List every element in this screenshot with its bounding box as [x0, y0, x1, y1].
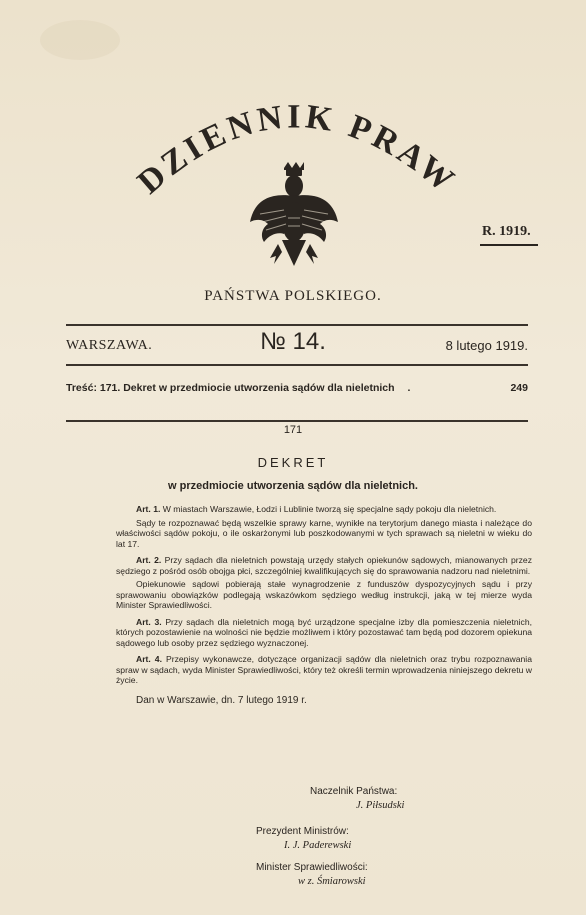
paper-stain: [40, 20, 120, 60]
state-label: PAŃSTWA POLSKIEGO.: [204, 288, 382, 304]
article-text: Przy sądach dla nieletnich mogą być urządzone specjalne izby dla pomieszczenia nieletnich, których pozostawienie na wolności nie będzie możliwem i który pozostawać tam będą pod dozorem opiekuna sądowego lub osoby przez sędziego wyznaczonej.: [116, 616, 533, 648]
signature-role-1: Naczelnik Państwa:: [310, 786, 398, 797]
article-heading: Art. 4.: [136, 654, 162, 664]
city-label: WARSZAWA.: [66, 338, 153, 353]
article-4: [116, 654, 532, 686]
signature-name-1: J. Piłsudski: [356, 800, 405, 811]
toc-divider: [66, 420, 528, 422]
toc-page: 249: [510, 382, 528, 394]
decree-body: [116, 504, 532, 709]
article-text: Przepisy wykonawcze, dotyczące organizacji sądów dla nieletnich oraz trybu rozpoznawania spraw w sądach, wyda Minister Sprawiedliwości, który też określi termin wprowadzenia niniejszego dekretu w życie.: [116, 654, 532, 685]
decree-title: DEKRET: [257, 455, 329, 470]
middle-divider: [66, 364, 528, 366]
top-divider: [66, 324, 528, 326]
year-underline: [480, 244, 538, 246]
article-1: [116, 504, 532, 515]
year-label: R. 1919.: [482, 224, 531, 239]
article-2-paragraph-2: Opiekunowie sądowi pobierają stałe wynagrodzenie z funduszów dyspozycyjnych sądu i przy sprawowaniu obowiązków podlegają wskazówkom sędziego według instrukcji, jaką w tej mierze wyda Minister Sprawiedliwości.: [116, 579, 532, 610]
signature-role-2: Prezydent Ministrów:: [256, 826, 349, 837]
issue-date: 8 lutego 1919.: [445, 338, 528, 353]
masthead-title: DZIENNIK PRAW: [130, 98, 464, 202]
article-text: W miastach Warszawie, Łodzi i Lublinie tworzą się specjalne sądy pokoju dla nieletnich.: [162, 504, 497, 514]
article-2: [116, 555, 532, 576]
article-text: Przy sądach dla nieletnich powstają urzędy stałych opiekunów sądowych, mianowanych przez sędziego z pośród osób obojga płci, szczególniej kwalifikujących się do sprawowania nadzoru nad nieletnimi.: [116, 555, 533, 576]
section-number: 171: [283, 424, 303, 436]
toc-entry: 171. Dekret w przedmiocie utworzenia sądów dla nieletnich: [99, 382, 395, 394]
article-1-paragraph-2: Sądy te rozpoznawać będą wszelkie sprawy karne, wynikłe na terytorjum danego miasta i należące do właściwości sądów pokoju, o ile oskarżonymi lub poszkodowanymi w tych sprawach są nieletni w wieku do lat 17.: [116, 517, 532, 549]
article-heading: Art. 3.: [136, 616, 162, 627]
article-3: [116, 617, 532, 649]
toc-label: Treść:: [66, 382, 97, 394]
signature-name-3: w z. Śmiarowski: [298, 876, 366, 887]
issue-number: № 14.: [260, 328, 326, 355]
toc-dot: .: [407, 382, 411, 394]
article-heading: Art. 1.: [136, 504, 161, 514]
given-line: Dan w Warszawie, dn. 7 lutego 1919 r.: [136, 694, 307, 706]
decree-subtitle: w przedmiocie utworzenia sądów dla nieletnich.: [168, 480, 418, 492]
signature-name-2: I. J. Paderewski: [284, 840, 352, 851]
table-of-contents: [66, 382, 528, 394]
signature-role-3: Minister Sprawiedliwości:: [256, 862, 368, 873]
article-heading: Art. 2.: [136, 555, 162, 565]
eagle-emblem-icon: [248, 162, 340, 272]
